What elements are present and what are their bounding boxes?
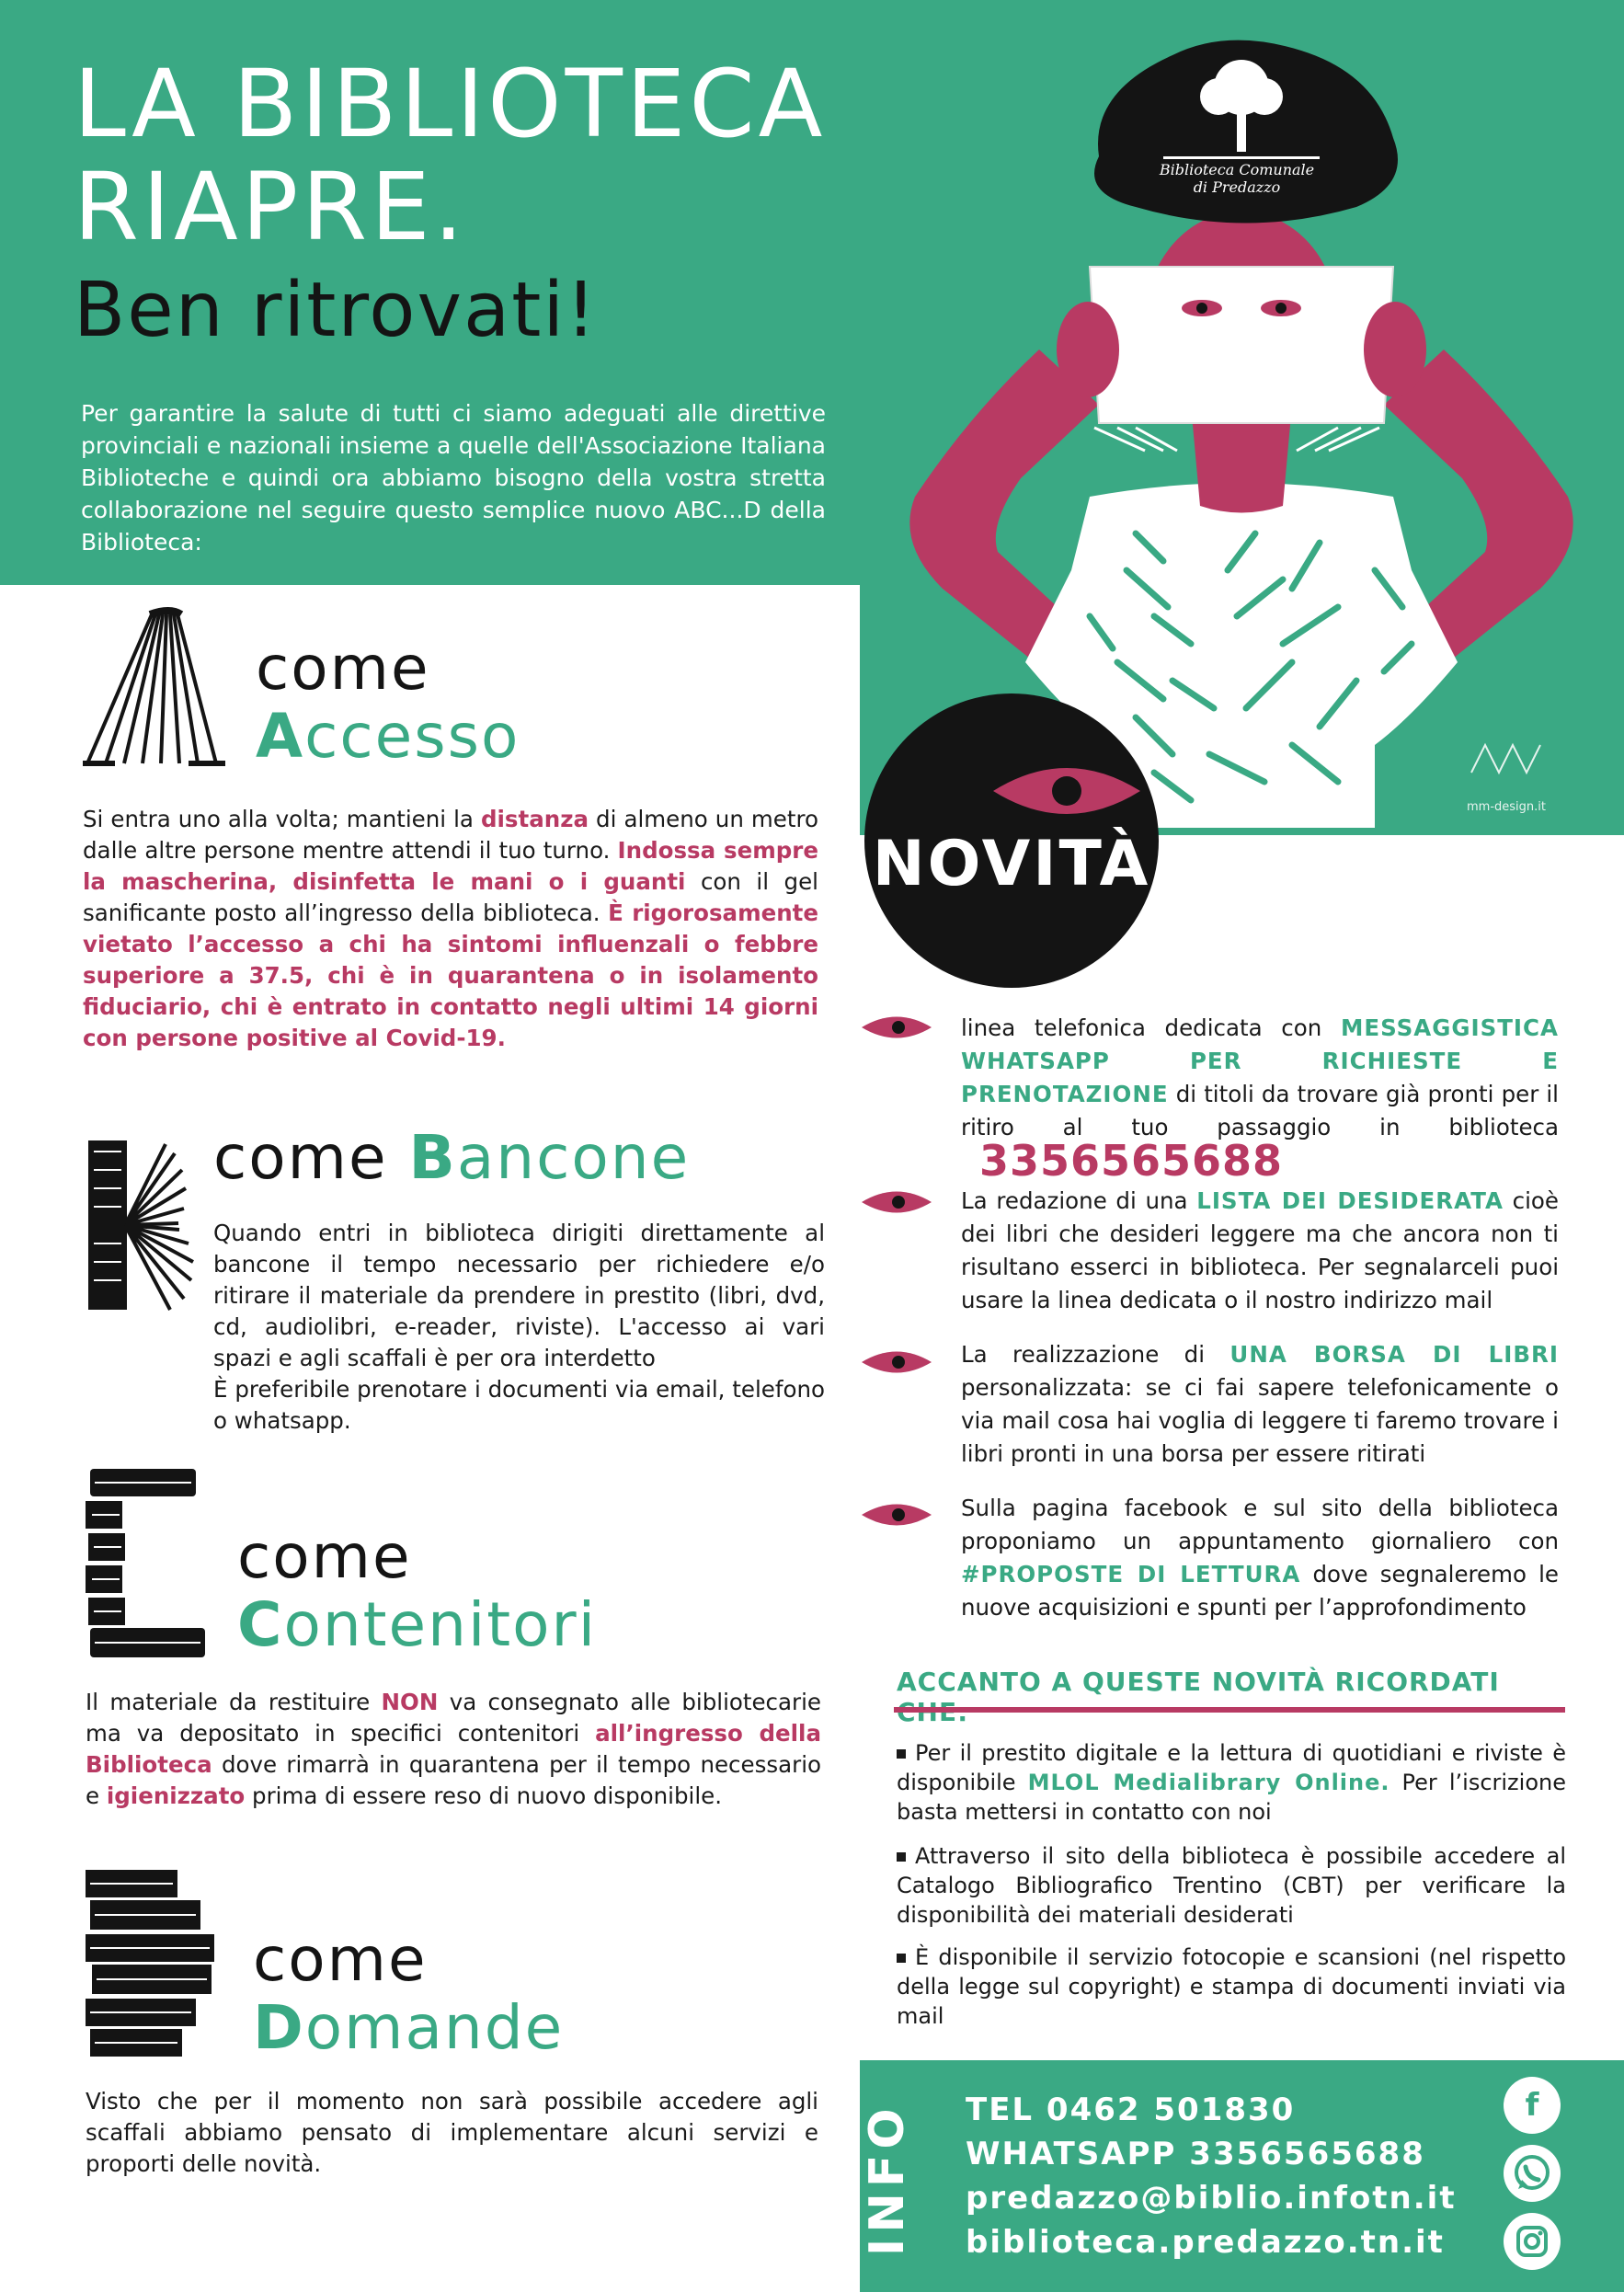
section-b-body [213, 1218, 825, 1437]
title-line-2: RIAPRE. [74, 153, 467, 262]
title-line-1: LA BIBLIOTECA [74, 50, 827, 159]
section-c-body [86, 1687, 821, 1812]
section-c-highlight-3: igienizzato [106, 1782, 246, 1809]
reminders-divider [894, 1707, 1565, 1713]
section-d-come: come [253, 1924, 428, 1995]
novita-2-text-2: cioè dei libri che desideri leggere ma che ancora non ti risultano esserci in biblioteca. Per segnalarceli puoi usare la linea dedicata o il nostro indirizzo mail [961, 1187, 1559, 1313]
library-logo [1149, 161, 1324, 196]
mlol-link[interactable]: MLOL Medialibrary Online. [1027, 1770, 1390, 1795]
section-b-word: ancone [456, 1122, 691, 1193]
novita-item-1 [961, 1012, 1559, 1185]
section-b-highlight-1: È preferibile prenotare i documenti via email, telefono o whatsapp. [213, 1376, 825, 1434]
eye-bullet-icon [860, 1499, 933, 1530]
bullet-square-icon [897, 1954, 906, 1963]
section-c-come: come [237, 1521, 412, 1592]
section-c-highlight-1: NON [381, 1689, 439, 1715]
novita-3-text-2: personalizzata: se ci fai sapere telefonicamente o via mail cosa hai voglia di leggere ti faremo trovare i libri pronti in una borsa per essere ritirati [961, 1374, 1559, 1467]
instagram-icon[interactable] [1504, 2213, 1561, 2270]
novita-item-4 [961, 1492, 1559, 1624]
section-d-title [253, 1926, 564, 2062]
logo-line-1: Biblioteca Comunale [1159, 161, 1315, 178]
section-a-highlight-2: Indossa sempre la mascherina, disinfetta le mani o i guanti [83, 837, 818, 895]
section-b-text-1: Quando entri in biblioteca dirigiti direttamente al bancone il tempo necessario per richiedere e/o ritirare il materiale da prendere in prestito (libri, dvd, cd, audiolibri, e-reader, riviste). L'accesso ai vari spazi e agli scaffali è per ora interdetto [213, 1220, 825, 1371]
section-c-initial: C [237, 1589, 284, 1660]
book-letter-a-icon [78, 607, 230, 768]
bullet-square-icon [897, 1852, 906, 1862]
page-subtitle: Ben ritrovati! [74, 267, 599, 354]
reminder-1-text-1: Per il prestito digitale e la lettura di quotidiani e riviste è disponibile [897, 1740, 1566, 1795]
section-a-highlight-1: distanza [480, 806, 589, 832]
section-a-word: ccesso [304, 701, 520, 772]
section-b-initial: B [408, 1122, 457, 1193]
section-c-title [237, 1523, 597, 1659]
reminders-title: ACCANTO A QUESTE NOVITÀ RICORDATI [897, 1667, 1500, 1697]
info-website[interactable]: biblioteca.predazzo.tn.it [966, 2224, 1445, 2261]
book-letter-d-icon [81, 1865, 223, 2060]
reminder-item-3 [897, 1942, 1566, 2031]
novita-2-text-1: La redazione di una [961, 1187, 1197, 1214]
novita-3-text-1: La realizzazione di [961, 1341, 1230, 1368]
reminder-1-text-2: Per l’iscrizione basta mettersi in contatto con noi [897, 1770, 1566, 1825]
intro-text: Per garantire la salute di tutti ci siamo adeguati alle direttive provinciali e nazionali insieme a quelle dell'Associazione Italiana Biblioteche e quindi ora abbiamo bisogno della vostra stretta collaborazione nel seguire questo semplice nuovo ABC...D della Biblioteca: [81, 400, 826, 556]
book-letter-c-icon [81, 1464, 214, 1662]
info-label: INFO [860, 2103, 915, 2257]
bullet-square-icon [897, 1749, 906, 1759]
reminder-item-1 [897, 1738, 1566, 1827]
section-c-text-2: va consegnato alle bibliotecarie ma va depositato in specifici contenitori [86, 1689, 821, 1747]
section-d-body: Visto che per il momento non sarà possibile accedere agli scaffali abbiamo pensato di implementare alcuni servizi e proporti delle novità. [86, 2088, 818, 2177]
novita-label: NOVITÀ [872, 828, 1151, 900]
design-credit: mm-design.it [1467, 800, 1546, 814]
reminder-3-text: È disponibile il servizio fotocopie e scansioni (nel rispetto della legge sul copyright) e stampa di documenti inviati via mail [897, 1944, 1566, 2029]
book-letter-b-icon [83, 1133, 198, 1317]
section-a-initial: A [256, 701, 305, 772]
eye-icon [989, 754, 1145, 828]
novita-4-text-2: dove segnaleremo le nuove acquisizioni e spunti per l’approfondimento [961, 1561, 1559, 1621]
info-email[interactable]: predazzo@biblio.infotn.it [966, 2180, 1457, 2217]
whatsapp-number[interactable]: 3356565688 [979, 1136, 1284, 1186]
logo-line-2: di Predazzo [1193, 178, 1281, 196]
section-b-title [213, 1124, 690, 1192]
section-c-text-4: prima di essere reso di nuovo disponibile. [245, 1782, 723, 1809]
section-a-come: come [256, 633, 430, 704]
whatsapp-icon[interactable] [1504, 2145, 1561, 2202]
novita-4-text-1: Sulla pagina facebook e sul sito della biblioteca proponiamo un appuntamento giornaliero con [961, 1495, 1559, 1554]
novita-item-2 [961, 1185, 1559, 1317]
section-a-text-1: Si entra uno alla volta; mantieni la [83, 806, 481, 832]
section-a-text-2: di almeno un metro dalle altre persone mentre attendi il tuo turno. [83, 806, 818, 864]
section-c-word: ontenitori [283, 1589, 598, 1660]
novita-4-highlight: #PROPOSTE DI LETTURA [961, 1561, 1301, 1587]
section-d-initial: D [253, 1992, 305, 2063]
section-b-come: come [213, 1122, 409, 1193]
reminder-2-text: Attraverso il sito della biblioteca è possibile accedere al Catalogo Bibliografico Trentino (CBT) per verificare la disponibilità dei materiali desiderati [897, 1843, 1566, 1928]
section-d-word: omande [304, 1992, 565, 2063]
section-a-title [256, 635, 520, 771]
facebook-icon[interactable]: f [1504, 2077, 1561, 2134]
eye-bullet-icon [860, 1186, 933, 1218]
novita-1-text-2: di titoli da trovare già pronti per il ritiro al tuo passaggio in biblioteca [961, 1081, 1559, 1140]
reminder-item-2 [897, 1841, 1566, 1930]
section-c-text-3: dove rimarrà in quarantena per il tempo necessario e [86, 1751, 821, 1809]
section-a-highlight-3: È rigorosamente vietato l’accesso a chi ha sintomi influenzali o febbre superiore a 37.5, chi è in quarantena o in isolamento fiduciario, chi è entrato in contatto negli ultimi 14 giorni con persone positive al Covid-19. [83, 900, 818, 1051]
info-phone[interactable]: TEL 0462 501830 [966, 2091, 1296, 2128]
section-c-text-1: Il materiale da restituire [86, 1689, 382, 1715]
novita-item-3 [961, 1338, 1559, 1471]
section-a-body [83, 804, 818, 1054]
novita-1-text-1: linea telefonica dedicata con [961, 1014, 1341, 1041]
info-whatsapp[interactable]: WHATSAPP 3356565688 [966, 2136, 1425, 2172]
page-title [74, 50, 993, 262]
section-c-highlight-2: all’ingresso della Biblioteca [86, 1720, 821, 1778]
novita-2-highlight: LISTA DEI DESIDERATA [1196, 1187, 1504, 1214]
eye-bullet-icon [860, 1012, 933, 1043]
section-a-text-3: con il gel sanificante posto all’ingresso della biblioteca. [83, 868, 818, 926]
novita-3-highlight: UNA BORSA DI LIBRI [1229, 1341, 1559, 1368]
novita-1-highlight: MESSAGGISTICA WHATSAPP PER RICHIESTE E PRENOTAZIONE [961, 1014, 1559, 1107]
eye-bullet-icon [860, 1347, 933, 1378]
